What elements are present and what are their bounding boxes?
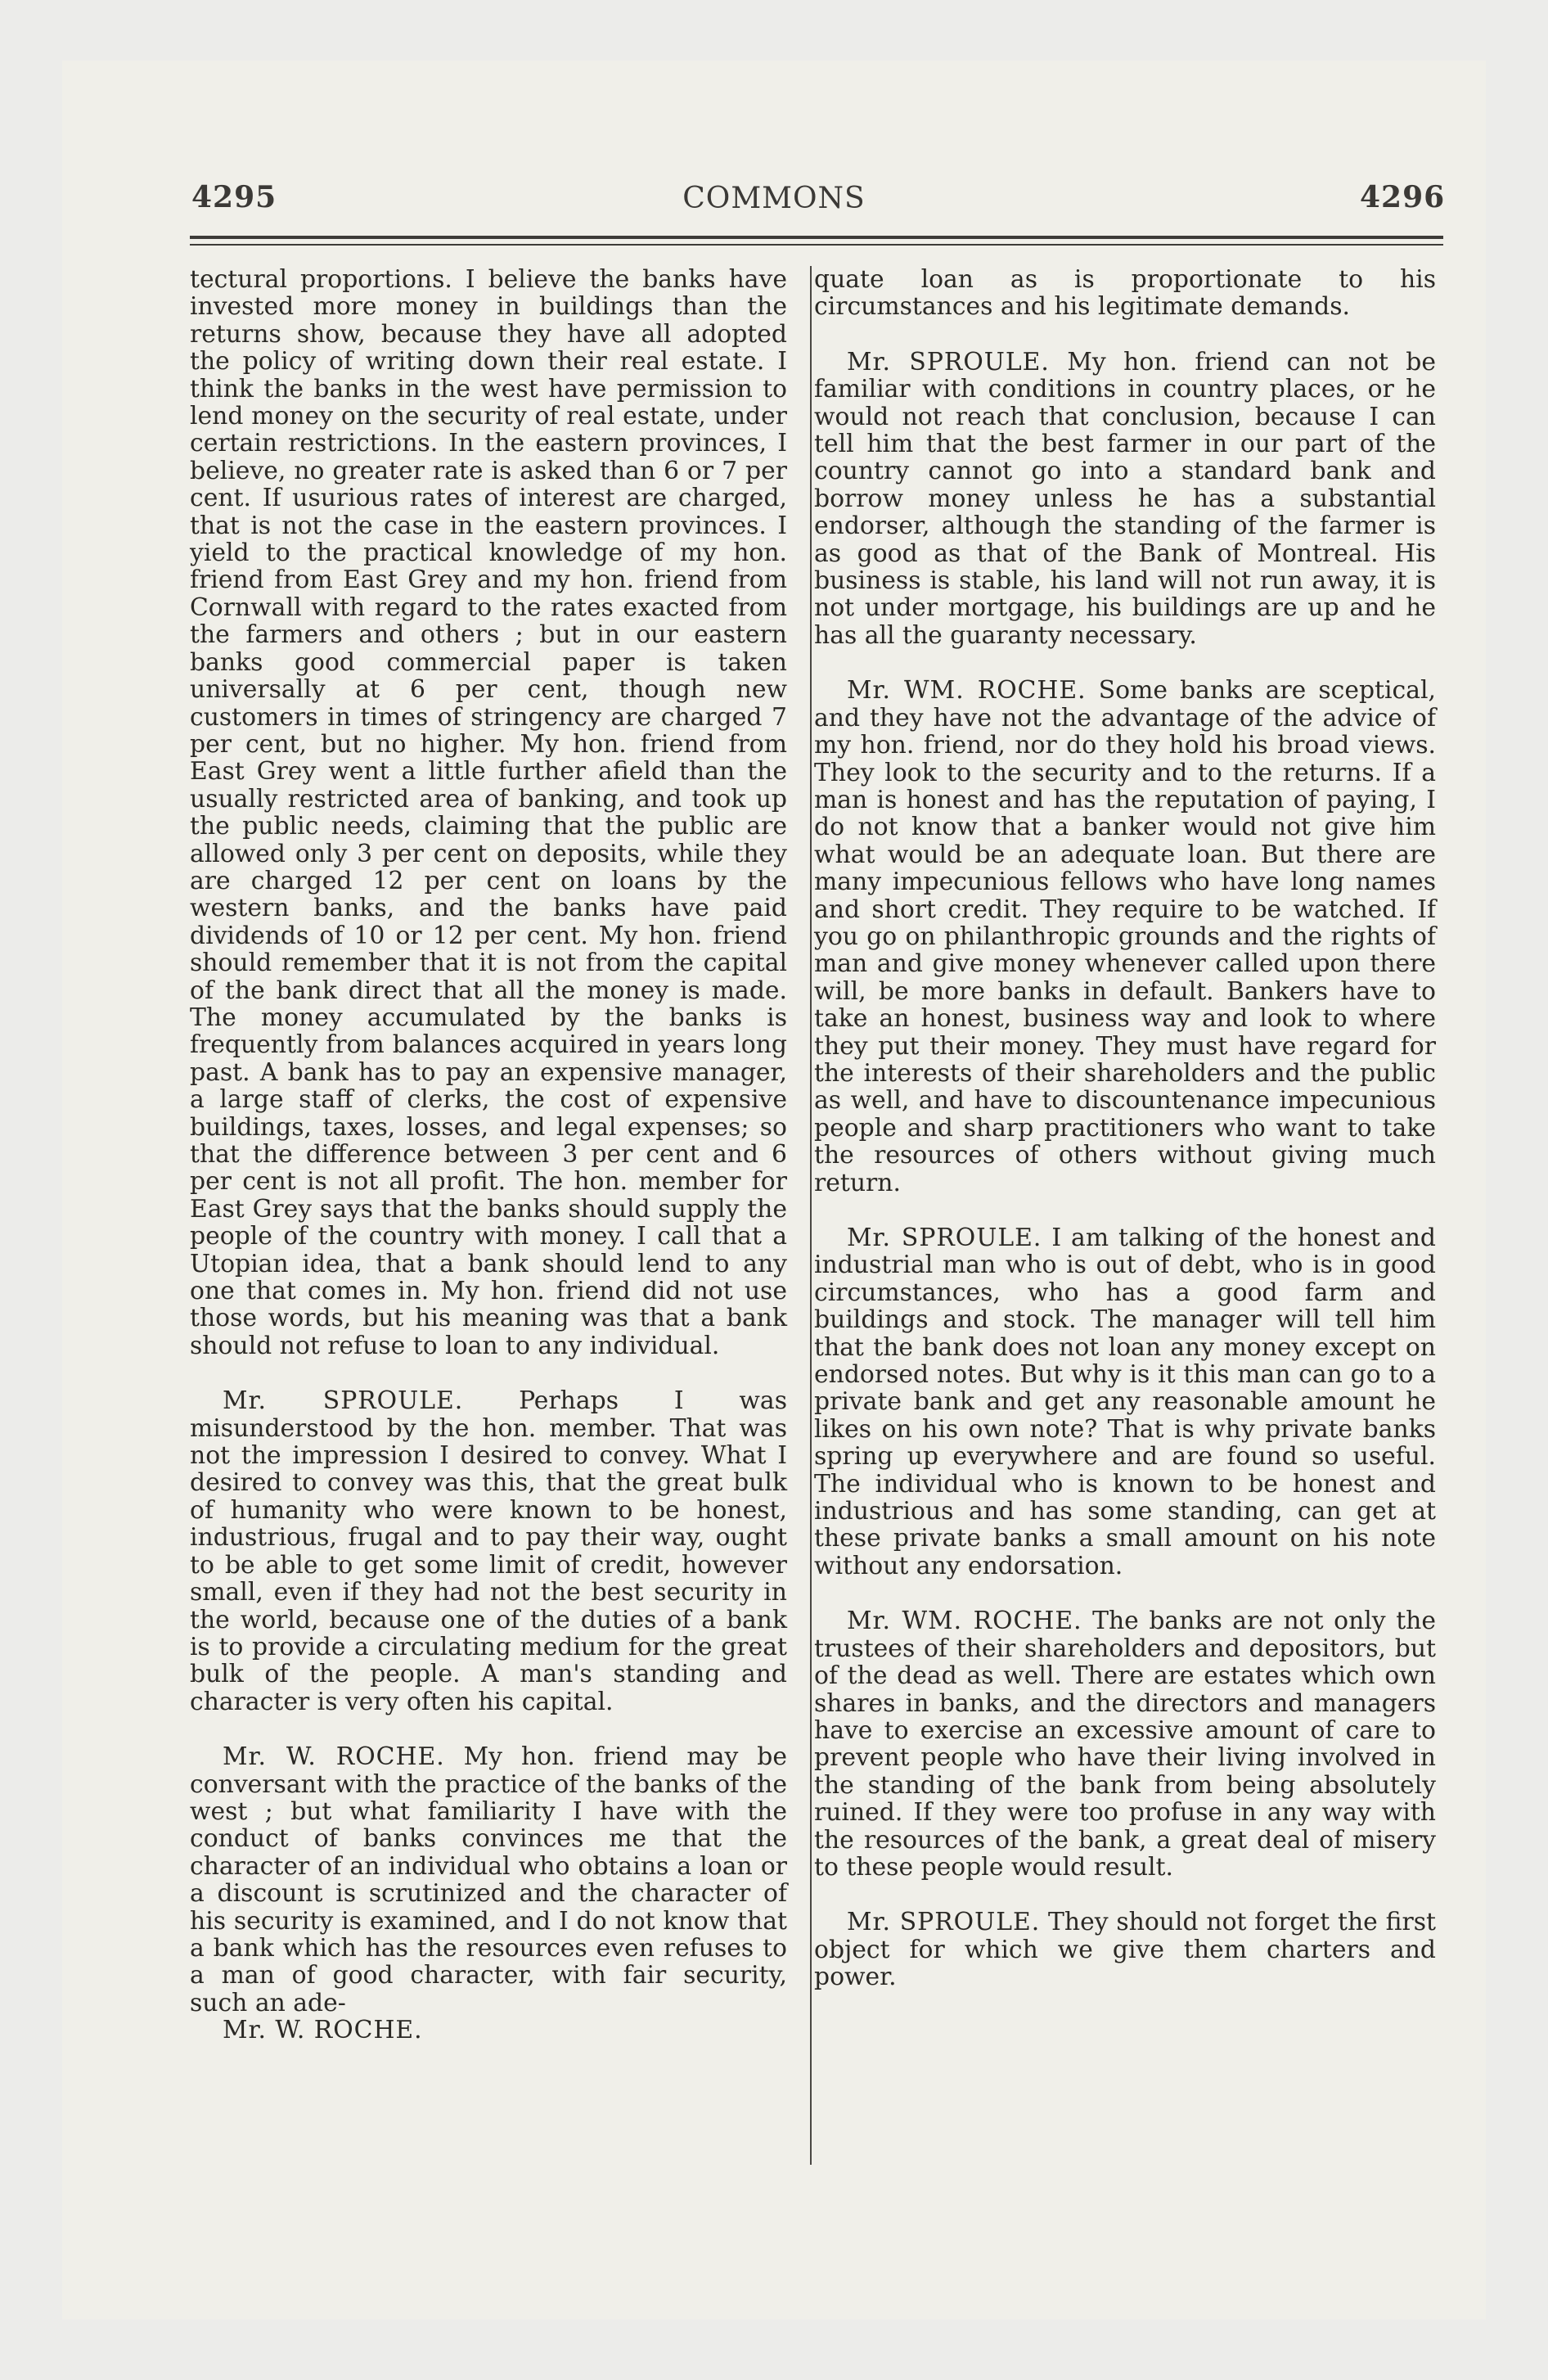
paragraph-text: tectural proportions. I believe the banks have invested more money in buildings than the returns show, because they have all adopted the policy of writing down their real estate. I think the banks in the west have permission to lend money on the security of real estate, under certain restrictions. In the eastern provinces, I believe, no greater rate is asked than 6 or 7 per cent. If usurious rates of interest are charged, that is not the case in the eastern provinces. I yield to the practical knowledge of my hon. friend from East Grey and my hon. friend from Cornwall with regard to the rates exacted from the farmers and others ; but in our eastern banks good commercial paper is taken universally at 6 per cent, though new customers in times of stringency are charged 7 per cent, but no higher. My hon. friend from East Grey went a little further afield than the usually restricted area of banking, and took up the public needs, claiming that the public are allowed only 3 per cent on deposits, while they are charged 12 per cent on loans by the western banks, and the banks have paid dividends of 10 or 12 per cent. My hon. friend should remember that it is not from the capital of the bank direct that all the money is made. The money accumulated by the banks is frequently from balances acquired in years long past. A bank has to pay an expensive manager, a large staff of clerks, the cost of expensive buildings, taxes, losses, and legal expenses; so that the difference between 3 per cent and 6 per cent is not all profit. The hon. member for East Grey says that the banks should supply the people of the country with money. I call that a Utopian idea, that a bank should lend to any one that comes in. My hon. friend did not use those words, but his meaning was that a bank should not refuse to loan to any individual. [190, 265, 787, 1360]
speech-paragraph [190, 1743, 787, 2017]
page-number-right: 4296 [1360, 180, 1446, 214]
speech-text: My hon. friend can not be familiar with conditions in country places, or he would not reach that conclusion, because I can tell him that the best farmer in our part of the country cannot go into a standard bank and borrow money unless he has a substantial endorser, although the standing of the farmer is as good as that of the Bank of Montreal. His business is stable, his land will not run away, it is not under mortgage, his buildings are up and he has all the guaranty necessary. [814, 347, 1436, 650]
footer-speaker [190, 2017, 787, 2044]
speaker-name: Mr. SPROULE. [847, 1908, 1041, 1937]
left-column [190, 266, 787, 2044]
running-title: COMMONS [682, 182, 866, 215]
speech-paragraph [814, 677, 1436, 1197]
speech-text: My hon. friend may be conversant with the practice of the banks of the west ; but what familiarity I have with the conduct of banks convinces me that the character of an individual who obtains a loan or a discount is scrutinized and the character of his security is examined, and I do not know that a bank which has the resources even refuses to a man of good character, with fair security, such an ade- [190, 1742, 787, 2017]
speech-paragraph [814, 1909, 1436, 1990]
right-column [814, 266, 1436, 1991]
speaker-name: Mr. WM. ROCHE. [847, 676, 1087, 705]
speech-text: They should not forget the first object for which we give them charters and power. [814, 1908, 1436, 1992]
speech-text: The banks are not only the trustees of their shareholders and depositors, but of the dead as well. There are estates which own shares in banks, and the directors and managers have to exercise an excessive amount of care to prevent people who have their living involved in the standing of the bank from being absolutely ruined. If they were too profuse in any way with the resources of the bank, a great deal of misery to these people would result. [814, 1607, 1436, 1882]
speaker-name: Mr. WM. ROCHE. [847, 1607, 1082, 1636]
header-rule-thick [190, 236, 1443, 239]
speaker-name: Mr. SPROULE. [847, 1224, 1042, 1252]
speaker-name: Mr. SPROULE. [223, 1386, 464, 1416]
speech-paragraph [814, 1224, 1436, 1580]
speech-paragraph [190, 1387, 787, 1715]
speaker-name: Mr. W. ROCHE. [223, 1742, 445, 1772]
page-number-left: 4295 [191, 180, 277, 214]
speech-text: Some banks are sceptical, and they have not the advantage of the advice of my hon. friend, nor do they hold his broad views. They look to the security and to the returns. If a man is honest and has the reputation of paying, I do not know that a banker would not give him what would be an adequate loan. But there are many impecunious fellows who have long names and short credit. They require to be watched. If you go on philanthropic grounds and the rights of man and give money whenever called upon there will, be more banks in default. Bankers have to take an honest, business way and look to where they put their money. They must have regard for the interests of their shareholders and the public as well, and have to discountenance impecunious people and sharp practitioners who want to take the resources of others without giving much return. [814, 676, 1436, 1197]
header-rule-thin [190, 244, 1443, 246]
speech-text: I am talking of the honest and industrial man who is out of debt, who is in good circumstances, who has a good farm and buildings and stock. The manager will tell him that the bank does not loan any money except on endorsed notes. But why is it this man can go to a private bank and get any reasonable amount he likes on his own note? That is why private banks spring up everywhere and are found so useful. The individual who is known to be honest and industrious and has some standing, can get at these private banks a small amount on his note without any endorsation. [814, 1224, 1436, 1580]
paragraph [814, 266, 1436, 321]
column-divider [810, 266, 812, 2165]
paragraph-text: quate loan as is proportionate to his circumstances and his legitimate demands. [814, 265, 1436, 322]
speech-text: Perhaps I was misunderstood by the hon. member. That was not the impression I desired to convey. What I desired to convey was this, that the great bulk of humanity who were known to be honest, industrious, frugal and to pay their way, ought to be able to get some limit of credit, however small, even if they had not the best security in the world, because one of the duties of a bank is to provide a circulating medium for the great bulk of the people. A man's standing and character is very often his capital. [190, 1386, 787, 1716]
speaker-name: Mr. SPROULE. [847, 347, 1050, 376]
paragraph [190, 266, 787, 1359]
speaker-name: Mr. W. ROCHE. [223, 2016, 423, 2045]
speech-paragraph [814, 1607, 1436, 1881]
speech-paragraph [814, 349, 1436, 649]
